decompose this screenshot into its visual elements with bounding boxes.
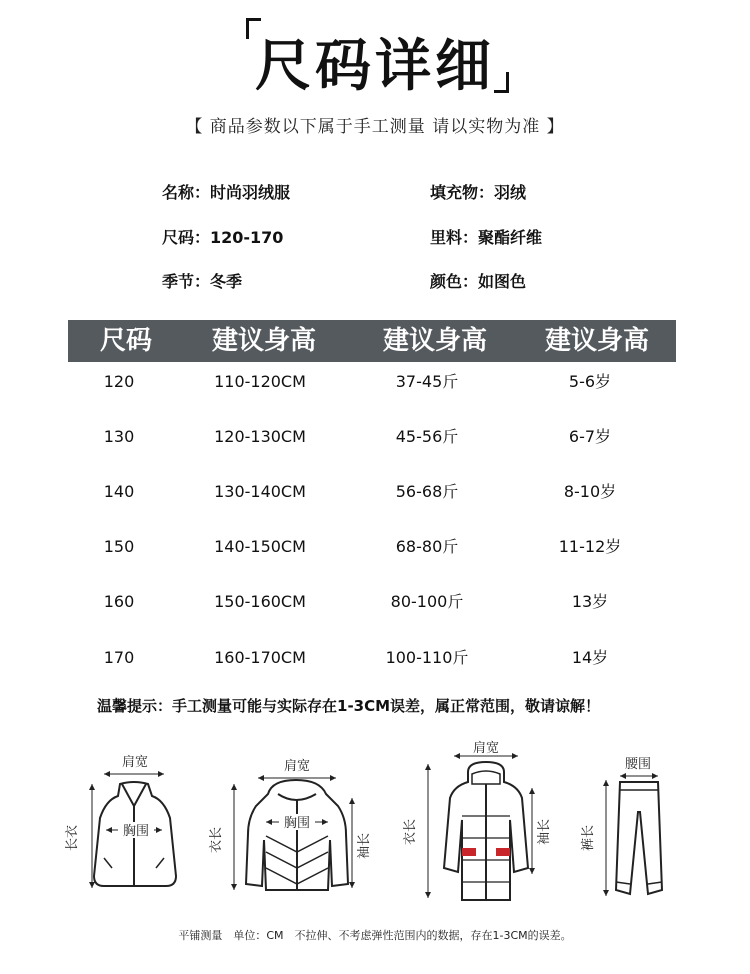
cell-age: 11-12岁 (558, 537, 622, 556)
cell-size: 170 (103, 648, 135, 667)
jacket-sleeve-label: 袖长 (357, 832, 372, 860)
coat-length-label: 衣长 (403, 818, 418, 846)
info-color: 颜色：如图色 (430, 272, 527, 291)
pants-diagram (603, 773, 662, 896)
cell-age: 6-7岁 (568, 427, 612, 446)
vest-shoulder-label: 肩宽 (121, 755, 149, 770)
jacket-diagram (231, 775, 355, 890)
cell-weight: 100-110斤 (385, 648, 469, 667)
pants-waist-label: 腰围 (624, 757, 652, 772)
warm-tip-note: 温馨提示：手工测量可能与实际存在1-3CM误差，属正常范围，敬请谅解！ (97, 697, 601, 715)
vest-chest-label: 胸围 (122, 824, 150, 839)
size-table-header (68, 320, 676, 362)
cell-height: 160-170CM (214, 648, 306, 667)
cell-age: 14岁 (571, 648, 609, 667)
title-bracket-right (494, 72, 509, 93)
cell-size: 130 (103, 427, 135, 446)
cell-weight: 56-68斤 (395, 482, 459, 501)
cell-weight: 37-45斤 (395, 372, 459, 391)
cell-age: 8-10岁 (563, 482, 617, 501)
cell-height: 130-140CM (214, 482, 306, 501)
cell-height: 140-150CM (214, 537, 306, 556)
pants-length-label: 裤长 (581, 824, 596, 852)
header-height-1: 建议身高 (211, 326, 316, 356)
jacket-length-label: 衣长 (209, 826, 224, 854)
page-subtitle: 【 商品参数以下属于手工测量 请以实物为准 】 (185, 117, 565, 137)
cell-weight: 45-56斤 (395, 427, 459, 446)
cell-size: 120 (103, 372, 135, 391)
coat-pocket-right (496, 848, 510, 856)
cell-size: 150 (103, 537, 135, 556)
info-filling: 填充物：羽绒 (430, 183, 527, 202)
cell-height: 150-160CM (214, 592, 306, 611)
cell-size: 140 (103, 482, 135, 501)
cell-age: 5-6岁 (568, 372, 612, 391)
cell-weight: 80-100斤 (390, 592, 464, 611)
cell-age: 13岁 (571, 592, 609, 611)
coat-sleeve-label: 袖长 (537, 818, 552, 846)
info-size: 尺码：120-170 (162, 228, 284, 247)
coat-pocket-left (462, 848, 476, 856)
cell-size: 160 (103, 592, 135, 611)
coat-shoulder-label: 肩宽 (472, 741, 500, 756)
garment-diagrams (0, 740, 750, 920)
page-title: 尺码详细 (255, 34, 495, 99)
info-season: 季节：冬季 (162, 272, 243, 291)
header-height-3: 建议身高 (544, 326, 649, 356)
jacket-chest-label: 胸围 (283, 816, 311, 831)
cell-height: 110-120CM (214, 372, 306, 391)
coat-diagram (425, 753, 535, 900)
cell-weight: 68-80斤 (395, 537, 459, 556)
measurement-footnote: 平铺测量 单位：CM 不拉伸、不考虑弹性范围内的数据，存在1-3CM的误差。 (178, 929, 572, 942)
header-size: 尺码 (99, 326, 152, 356)
jacket-shoulder-label: 肩宽 (283, 759, 311, 774)
info-name: 名称：时尚羽绒服 (162, 183, 291, 202)
cell-height: 120-130CM (214, 427, 306, 446)
vest-length-label: 长衣 (65, 824, 80, 852)
header-height-2: 建议身高 (382, 326, 487, 356)
info-lining: 里料：聚酯纤维 (430, 228, 543, 247)
